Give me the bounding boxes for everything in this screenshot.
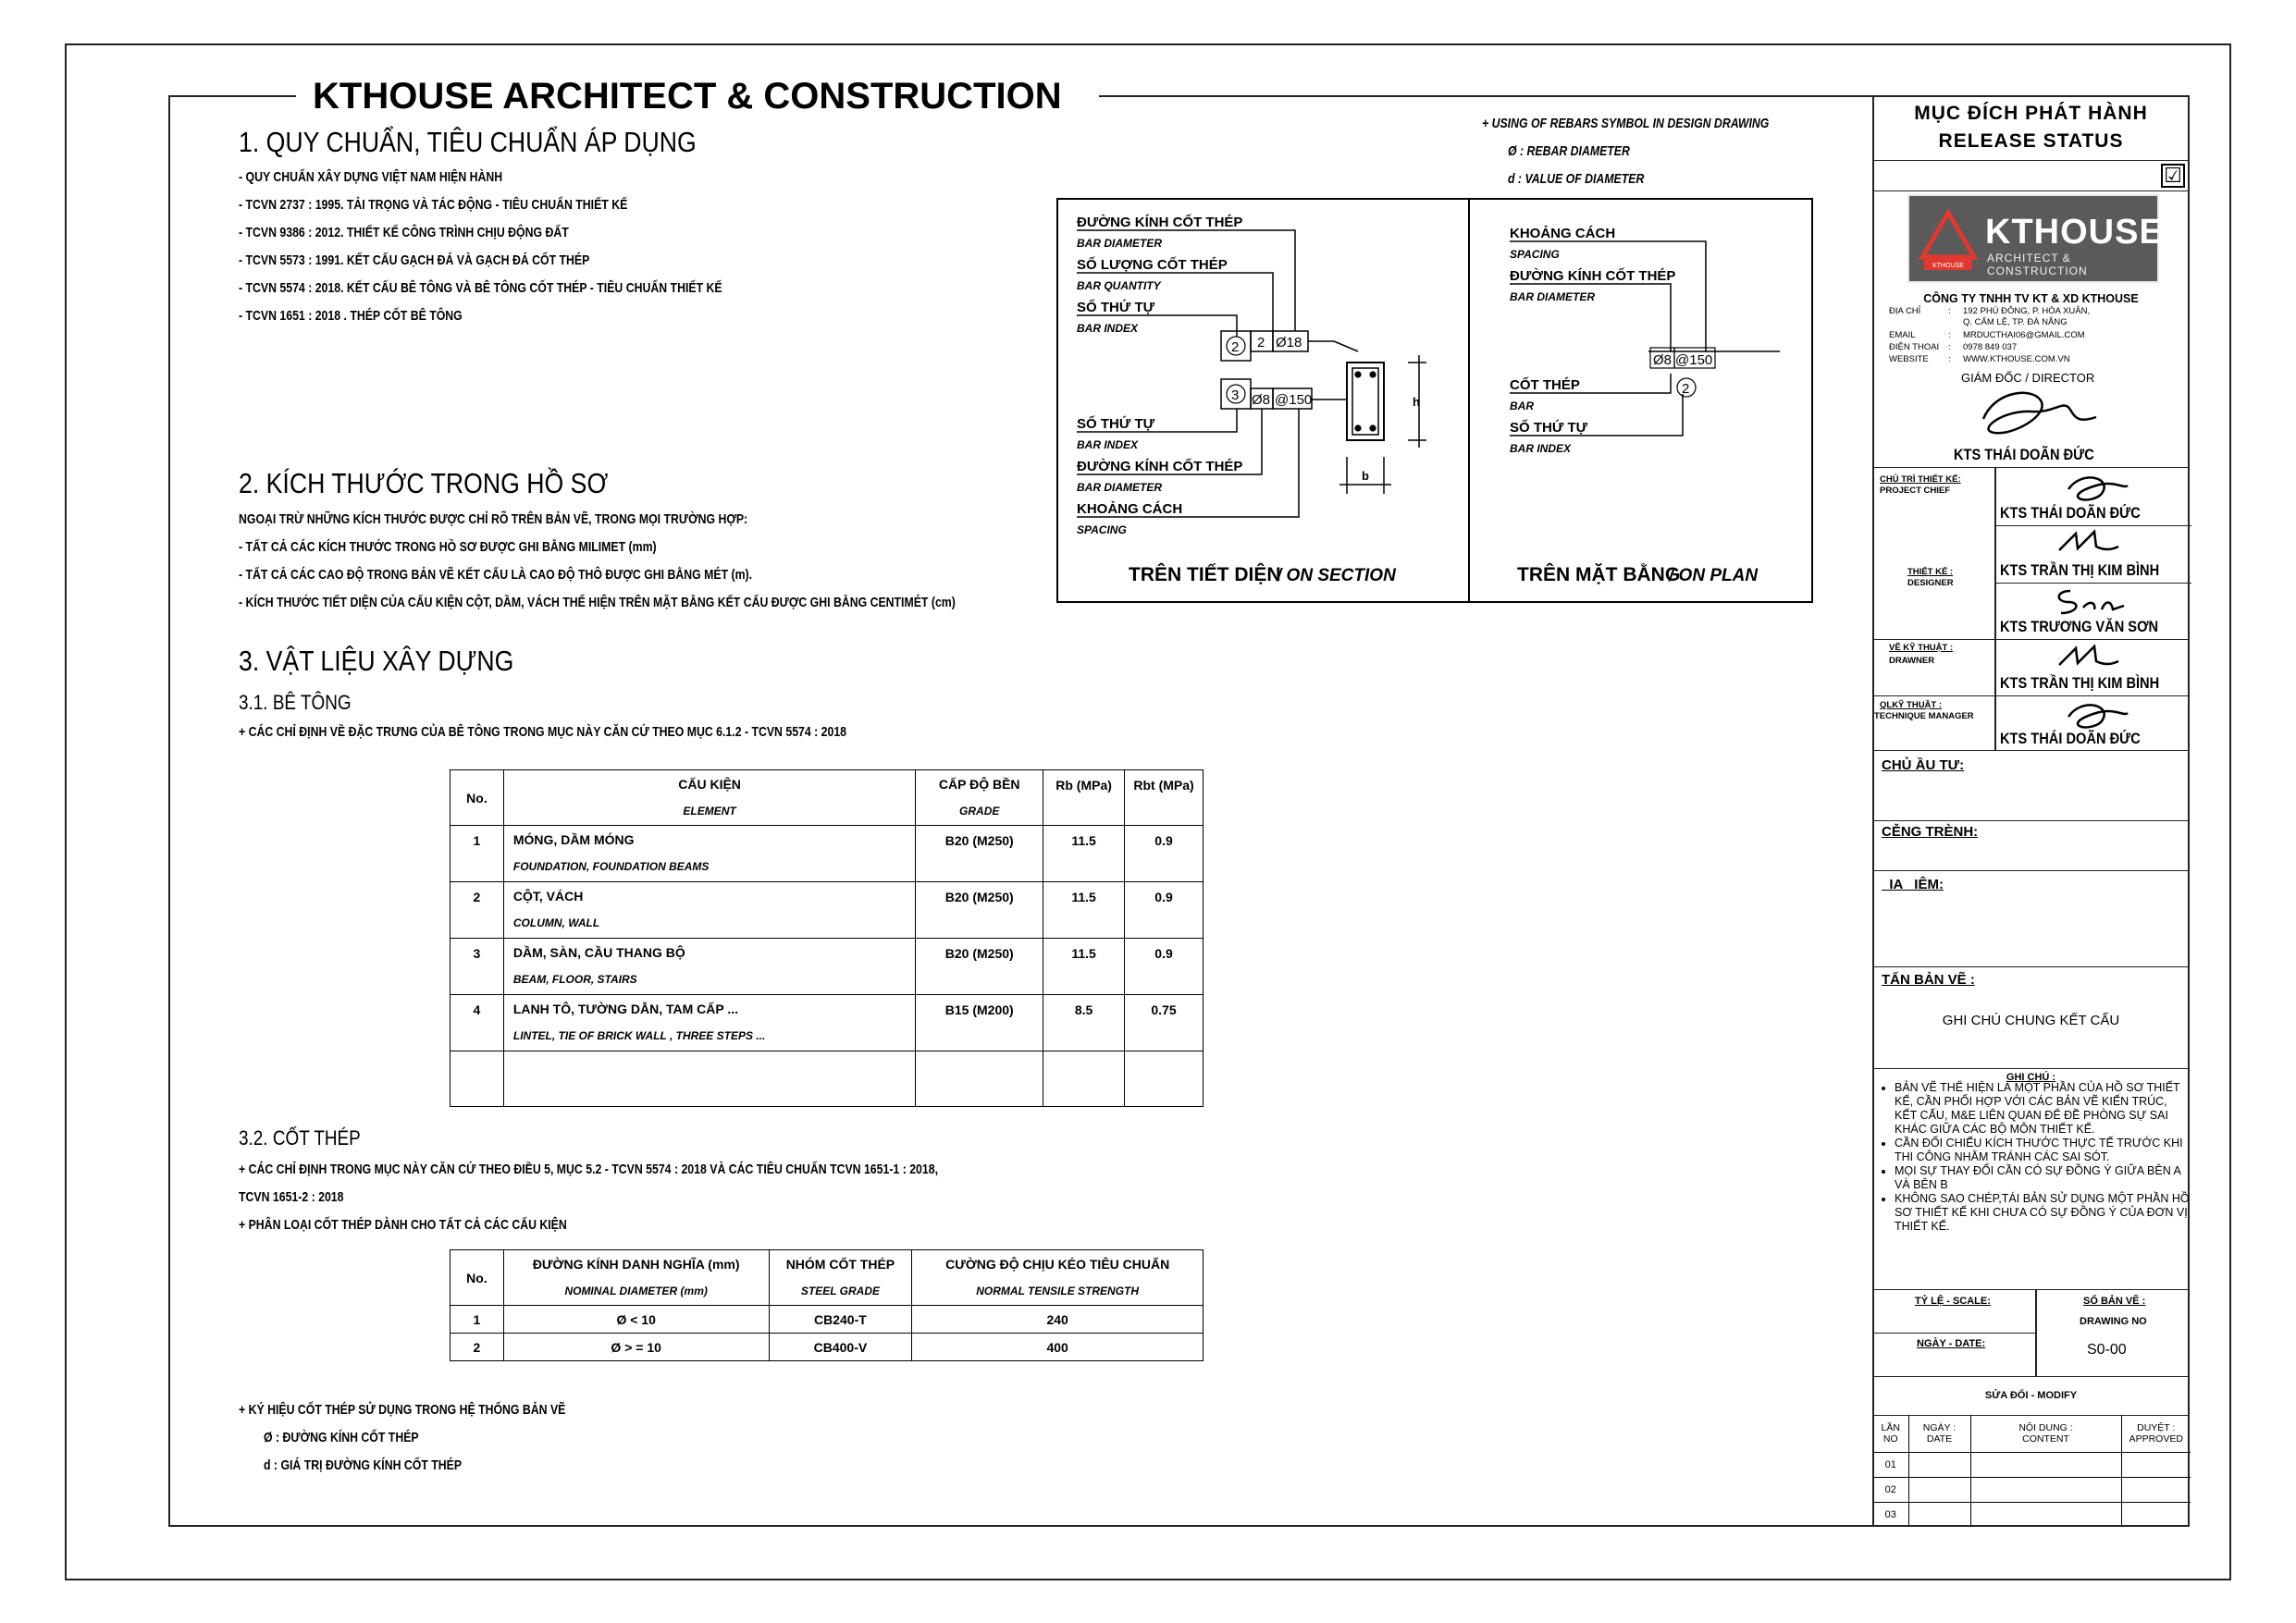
diag-right-label: KHOẢNG CÁCH (1510, 226, 1616, 241)
mod-row-no: 03 (1873, 1502, 1908, 1527)
diag-left-label: SPACING (1077, 523, 1127, 536)
sheet-label: TẤN BẢN VẼ : (1882, 972, 1975, 988)
diag-left-label: ĐƯỜNG KÍNH CỐT THÉP (1077, 459, 1243, 474)
note-item: • BẢN VẼ THỂ HIỆN LÀ MỘT PHẦN CỦA HỒ SƠ THIẾT KẾ, CẦN PHỐI HỢP VỚI CÁC BẢN VẼ KIẾN TRÚC, KẾT CẤU, M&E LIÊN QUAN ĐỂ ĐỀ PHÒNG SỰ SAI KHÁC GIỮA CÁC BỘ MÔN THIẾT KẾ. (1895, 1081, 2192, 1137)
section1-item: - QUY CHUẨN XÂY DỰNG VIỆT NAM HIỆN HÀNH (239, 169, 503, 185)
rebar-symbol-diagram (1056, 198, 1813, 603)
section1-item: - TCVN 5573 : 1991. KẾT CẤU GẠCH ĐÁ VÀ GẠCH ĐÁ CỐT THÉP (239, 252, 590, 268)
modify-table (1873, 1415, 2191, 1527)
mod-col-no-en: NO (1882, 1432, 1898, 1445)
row-rb: 8.5 (1043, 995, 1125, 1051)
table-row-empty (451, 1051, 1204, 1107)
rebar-table (450, 1249, 1204, 1361)
col-rbt: Rbt (MPa) (1125, 770, 1204, 826)
row-diameter: Ø > = 10 (503, 1334, 769, 1361)
tech-label: QLKỸ THUẬT : (1880, 700, 1943, 710)
diag-left-caption-en: / ON SECTION (1277, 566, 1396, 585)
release-status-en: RELEASE STATUS (1938, 130, 2124, 152)
diag-left-label: BAR INDEX (1077, 322, 1139, 335)
row-element-vi: DẦM, SÀN, CẦU THANG BỘ (512, 945, 685, 960)
row-element-vi: LANH TÔ, TƯỜNG DẪN, TAM CẤP ... (512, 1002, 739, 1016)
director-name: KTS THÁI DOÃN ĐỨC (1954, 446, 2094, 463)
section3-title: 3. VẬT LIỆU XÂY DỰNG (239, 645, 514, 677)
row-no: 1 (451, 1306, 504, 1334)
email-label: EMAIL (1889, 330, 1916, 340)
section2-title: 2. KÍCH THƯỚC TRONG HỒ SƠ (239, 467, 609, 499)
diag-left-label: BAR DIAMETER (1077, 237, 1162, 250)
designer-signature-1 (2050, 526, 2124, 559)
concrete-table (450, 769, 1204, 1107)
section1-item: - TCVN 2737 : 1995. TẢI TRỌNG VÀ TÁC ĐỘNG - TIÊU CHUẨN THIẾT KẾ (239, 197, 628, 213)
legend-diameter: Ø : REBAR DIAMETER (1508, 143, 1630, 159)
modify-row (1873, 1477, 2191, 1502)
diag-tag-a-dia: Ø18 (1276, 335, 1302, 350)
legend-value: d : VALUE OF DIAMETER (1508, 171, 1645, 187)
mod-row-no: 02 (1873, 1477, 1908, 1502)
row-steel-grade: CB240-T (769, 1306, 912, 1334)
chief-signature (2050, 469, 2133, 506)
row-rbt: 0.9 (1125, 826, 1204, 882)
diag-right-label: CỐT THÉP (1510, 377, 1580, 393)
section1-item: - TCVN 1651 : 2018 . THÉP CỐT BÊ TÔNG (239, 308, 463, 324)
mod-col-date-vi: NGÀY : (1922, 1421, 1957, 1433)
chief-label: CHỦ TRÌ THIẾT KẾ: (1880, 474, 1961, 485)
col-no: No. (451, 1250, 504, 1306)
diag-tag-a-index: 2 (1231, 339, 1240, 355)
row-rb: 11.5 (1043, 882, 1125, 939)
col-strength (912, 1250, 1204, 1306)
diag-tag-a-qty: 2 (1257, 335, 1265, 350)
director-title: GIÁM ĐỐC / DIRECTOR (1961, 371, 2095, 385)
row-element (503, 882, 915, 939)
address-label: ĐỊA CHỈ (1889, 306, 1921, 316)
logo-mark-text: KTHOUSE (1932, 263, 1964, 269)
diag-right-label: BAR INDEX (1510, 442, 1572, 455)
diag-right-label: ĐƯỜNG KÍNH CỐT THÉP (1510, 268, 1676, 284)
notes-list (1878, 1081, 2192, 1234)
mod-col-date-en: DATE (1926, 1432, 1953, 1445)
col-diameter (503, 1250, 769, 1306)
symbol-value: d : GIÁ TRỊ ĐƯỜNG KÍNH CỐT THÉP (264, 1457, 463, 1473)
row-grade: B15 (M200) (916, 995, 1043, 1051)
col-element (503, 770, 915, 826)
section1-title: 1. QUY CHUẨN, TIÊU CHUẨN ÁP DỤNG (239, 126, 697, 158)
row-diameter: Ø < 10 (503, 1306, 769, 1334)
mod-col-no (1873, 1415, 1908, 1452)
row-steel-grade: CB400-V (769, 1334, 912, 1361)
designer-label: THIẾT KẾ : (1907, 567, 1954, 577)
legend-title: + USING OF REBARS SYMBOL IN DESIGN DRAWING (1482, 116, 1770, 131)
diag-right-label: BAR DIAMETER (1510, 290, 1595, 303)
col-rb: Rb (MPa) (1043, 770, 1125, 826)
diag-left-label: BAR QUANTITY (1077, 279, 1161, 292)
row-element-vi: CỘT, VÁCH (512, 889, 584, 904)
row-rb: 11.5 (1043, 939, 1125, 995)
chief-name: KTS THÁI DOÃN ĐỨC (2000, 504, 2141, 522)
row-element-en: LINTEL, TIE OF BRICK WALL , THREE STEPS ... (512, 1029, 766, 1042)
diag-right-caption-en: / ON PLAN (1669, 566, 1759, 585)
mod-col-approved (2121, 1415, 2191, 1452)
company-title: KTHOUSE ARCHITECT & CONSTRUCTION (313, 76, 1062, 117)
mod-col-approved-vi: DUYỆT : (2137, 1421, 2176, 1433)
row-no: 1 (451, 826, 504, 882)
row-strength: 400 (912, 1334, 1204, 1361)
diag-tag-b-index: 3 (1231, 387, 1240, 403)
diag-right-label: SỐ THỨ TỰ (1510, 420, 1588, 436)
designer-name-2: KTS TRƯƠNG VĂN SƠN (2000, 618, 2159, 635)
mod-col-content-vi: NỘI DUNG : (2018, 1421, 2073, 1433)
col-strength-vi: CƯỜNG ĐỘ CHỊU KÉO TIÊU CHUẨN (945, 1256, 1170, 1272)
colon: : (1948, 306, 1951, 316)
owner-label: CHỦ ẦU TƯ: (1882, 757, 1965, 773)
col-diameter-en: NOMINAL DIAMETER (mm) (564, 1284, 708, 1297)
tech-label-en: TECHNIQUE MANAGER (1874, 711, 1974, 721)
email-value: MRDUCTHAI06@GMAIL.COM (1963, 330, 2085, 340)
col-grade-en: GRADE (959, 804, 1000, 818)
logo-sub: ARCHITECT & CONSTRUCTION (1987, 252, 2088, 277)
section2-item: - TẤT CẢ CÁC KÍCH THƯỚC TRONG HỒ SƠ ĐƯỢC GHI BẰNG MILIMET (mm) (239, 539, 657, 555)
row-element (503, 939, 915, 995)
row-strength: 240 (912, 1306, 1204, 1334)
website-value: WWW.KTHOUSE.COM.VN (1963, 354, 2070, 364)
drawing-no-label-en: DRAWING NO (2080, 1316, 2147, 1327)
drawner-name: KTS TRẦN THỊ KIM BÌNH (2000, 674, 2160, 692)
section1-item: - TCVN 9386 : 2012. THIẾT KẾ CÔNG TRÌNH CHỊU ĐỘNG ĐẤT (239, 225, 569, 240)
diag-dim-b: b (1362, 469, 1369, 483)
concrete-title: 3.1. BÊ TÔNG (239, 691, 352, 714)
row-element-en: COLUMN, WALL (512, 916, 600, 929)
concrete-note: + CÁC CHỈ ĐỊNH VỀ ĐẶC TRƯNG CỦA BÊ TÔNG TRONG MỤC NÀY CĂN CỨ THEO MỤC 6.1.2 - TCVN 5574 : 2018 (239, 724, 847, 740)
location-label: IA IÊM: (1882, 877, 1944, 892)
row-rbt: 0.75 (1125, 995, 1204, 1051)
drawing-no-label: SỐ BẢN VẼ : (2083, 1296, 2146, 1307)
table-header-row (451, 1250, 1204, 1306)
col-diameter-vi: ĐƯỜNG KÍNH DANH NGHĨA (mm) (532, 1256, 740, 1272)
diag-left-label: SỐ THỨ TỰ (1077, 416, 1155, 432)
drawner-label: VẼ KỸ THUẬT : (1889, 643, 1954, 653)
row-grade: B20 (M250) (916, 826, 1043, 882)
col-no: No. (451, 770, 504, 826)
table-row (451, 995, 1204, 1051)
diag-right-caption: TRÊN MẶT BẰNG (1517, 564, 1681, 585)
diag-right-tag-dia: Ø8 (1653, 352, 1673, 368)
row-rbt: 0.9 (1125, 882, 1204, 939)
diag-left-label: SỐ LƯỢNG CỐT THÉP (1077, 257, 1228, 273)
logo-triangle-icon (1919, 209, 1978, 274)
director-signature (1967, 382, 2105, 450)
scale-label: TỶ LỆ - SCALE: (1915, 1296, 1991, 1307)
row-grade: B20 (M250) (916, 939, 1043, 995)
colon: : (1948, 330, 1951, 340)
diag-tag-b-dia: Ø8 (1252, 392, 1271, 408)
modify-title: SỬA ĐỔI - MODIFY (1984, 1390, 2078, 1401)
colon: : (1948, 354, 1951, 364)
company-name: CÔNG TY TNHH TV KT & XD KTHOUSE (1923, 292, 2139, 305)
row-element (503, 995, 915, 1051)
col-steel-grade (769, 1250, 912, 1306)
mod-row-no: 01 (1873, 1452, 1908, 1477)
col-strength-en: NORMAL TENSILE STRENGTH (976, 1284, 1140, 1297)
company-logo (1907, 194, 2164, 283)
row-no: 4 (451, 995, 504, 1051)
modify-row (1873, 1452, 2191, 1477)
diag-right-label: SPACING (1510, 248, 1560, 261)
table-row (451, 882, 1204, 939)
rebar-note: TCVN 1651-2 : 2018 (239, 1189, 344, 1205)
note-item: • CẦN ĐỐI CHIẾU KÍCH THƯỚC THỰC TẾ TRƯỚC KHI THI CÔNG NHẰM TRÁNH CÁC SAI SÓT. (1895, 1137, 2192, 1164)
diag-tag-b-spacing: @150 (1275, 392, 1313, 408)
title-block (1872, 95, 2190, 1527)
table-row (451, 826, 1204, 882)
phone-label: ĐIỆN THOẠI (1889, 342, 1940, 352)
mod-col-content (1970, 1415, 2121, 1452)
diag-right-tag-index: 2 (1682, 381, 1690, 397)
row-element-en: BEAM, FLOOR, STAIRS (512, 973, 637, 986)
drawing-no: S0-00 (2087, 1342, 2127, 1358)
drawner-signature (2050, 641, 2124, 674)
rebar-title: 3.2. CỐT THÉP (239, 1126, 361, 1150)
date-label: NGÀY - DATE: (1917, 1338, 1986, 1349)
tech-signature (2050, 696, 2133, 733)
diag-left-label: KHOẢNG CÁCH (1077, 501, 1183, 517)
frame-top-left (168, 95, 296, 97)
col-element-vi: CẤU KIỆN (678, 776, 741, 792)
row-no: 2 (451, 1334, 504, 1361)
section1-item: - TCVN 5574 : 2018. KẾT CẤU BÊ TÔNG VÀ BÊ TÔNG CỐT THÉP - TIÊU CHUẨN THIẾT KẾ (239, 280, 722, 296)
row-grade: B20 (M250) (916, 882, 1043, 939)
diag-left-label: ĐƯỜNG KÍNH CỐT THÉP (1077, 215, 1243, 230)
diag-right-tag-spacing: @150 (1675, 352, 1713, 368)
row-no: 3 (451, 939, 504, 995)
note-item: • KHÔNG SAO CHÉP,TÁI BẢN SỬ DỤNG MỘT PHẦN HỒ SƠ THIẾT KẾ KHI CHƯA CÓ SỰ ĐỒNG Ý CỦA ĐƠN VỊ THIẾT KẾ. (1895, 1192, 2192, 1234)
diag-left-caption: TRÊN TIẾT DIỆN (1129, 564, 1281, 585)
row-element-en: FOUNDATION, FOUNDATION BEAMS (512, 860, 710, 873)
notes-title: GHI CHÚ : (2006, 1072, 2056, 1083)
row-no: 2 (451, 882, 504, 939)
col-grade (916, 770, 1043, 826)
designer-name-1: KTS TRẦN THỊ KIM BÌNH (2000, 561, 2160, 579)
note-item: • MỌI SỰ THAY ĐỔI CẦN CÓ SỰ ĐỒNG Ý GIỮA BÊN A VÀ BÊN B (1895, 1164, 2192, 1192)
release-checkbox[interactable]: ☑ (2161, 164, 2185, 188)
rebar-note: + CÁC CHỈ ĐỊNH TRONG MỤC NÀY CĂN CỨ THEO ĐIỀU 5, MỤC 5.2 - TCVN 5574 : 2018 VÀ CÁC TIÊU CHUẨN TCVN 1651-1 : 2018, (239, 1162, 938, 1177)
release-status-vi: MỤC ĐÍCH PHÁT HÀNH (1914, 103, 2148, 124)
mod-col-content-en: CONTENT (2022, 1432, 2069, 1445)
col-steel-grade-vi: NHÓM CỐT THÉP (785, 1256, 895, 1272)
diag-left-label: BAR INDEX (1077, 438, 1139, 451)
row-rb: 11.5 (1043, 826, 1125, 882)
row-element (503, 826, 915, 882)
mod-col-date (1908, 1415, 1970, 1452)
diag-dim-h: h (1413, 395, 1420, 409)
mod-col-approved-en: APPROVED (2129, 1432, 2183, 1445)
symbol-diameter: Ø : ĐƯỜNG KÍNH CỐT THÉP (264, 1430, 419, 1445)
colon: : (1948, 342, 1951, 352)
rebar-note: + PHÂN LOẠI CỐT THÉP DÀNH CHO TẤT CẢ CÁC CẤU KIỆN (239, 1217, 567, 1233)
symbol-note: + KÝ HIỆU CỐT THÉP SỬ DỤNG TRONG HỆ THỐNG BẢN VẼ (239, 1402, 566, 1418)
diag-right-label: BAR (1510, 400, 1534, 412)
chief-label-en: PROJECT CHIEF (1880, 486, 1951, 496)
logo-name: KTHOUSE (1985, 213, 2164, 252)
address-line1: 192 PHÚ ĐÔNG, P. HÒA XUÂN, (1963, 306, 2091, 316)
diag-left-label: SỐ THỨ TỰ (1077, 300, 1155, 315)
table-header-row (451, 770, 1204, 826)
website-label: WEBSITE (1889, 354, 1929, 364)
designer-signature-2 (2050, 584, 2133, 617)
address-line2: Q. CẨM LỆ, TP. ĐÀ NẴNG (1963, 317, 2068, 327)
modify-row (1873, 1502, 2191, 1527)
phone-value: 0978 849 037 (1963, 342, 2018, 352)
frame-bottom (168, 1525, 1872, 1527)
frame-left (168, 95, 170, 1527)
mod-col-no-vi: LẦN (1881, 1421, 1900, 1433)
drawner-label-en: DRAWNER (1889, 656, 1935, 666)
col-element-en: ELEMENT (683, 804, 736, 818)
tech-name: KTS THÁI DOÃN ĐỨC (2000, 730, 2141, 747)
sheet-name: GHI CHÚ CHUNG KẾT CẤU (1942, 1013, 2120, 1028)
frame-top-right (1099, 95, 1872, 97)
col-grade-vi: CẤP ĐỘ BỀN (938, 776, 1020, 792)
modify-header-row (1873, 1415, 2191, 1452)
row-element-vi: MÓNG, DẦM MÓNG (512, 832, 635, 847)
table-row (451, 1334, 1204, 1361)
table-row (451, 939, 1204, 995)
diag-left-label: BAR DIAMETER (1077, 481, 1162, 494)
section2-item: NGOẠI TRỪ NHỮNG KÍCH THƯỚC ĐƯỢC CHỈ RÕ TRÊN BẢN VẼ, TRONG MỌI TRƯỜNG HỢP: (239, 511, 748, 527)
table-row (451, 1306, 1204, 1334)
row-rbt: 0.9 (1125, 939, 1204, 995)
project-label: CỄNG TRÈNH: (1882, 824, 1979, 840)
col-steel-grade-en: STEEL GRADE (800, 1284, 880, 1297)
designer-label-en: DESIGNER (1907, 578, 1954, 588)
section2-item: - KÍCH THƯỚC TIẾT DIỆN CỦA CẤU KIỆN CỘT, DẦM, VÁCH THỂ HIỆN TRÊN MẶT BẰNG KẾT CẤU ĐƯỢC GHI BẰNG CENTIMÉT (cm) (239, 595, 956, 610)
section2-item: - TẤT CẢ CÁC CAO ĐỘ TRONG BẢN VẼ KẾT CẤU LÀ CAO ĐỘ THÔ ĐƯỢC GHI BẰNG MÉT (m). (239, 567, 753, 583)
